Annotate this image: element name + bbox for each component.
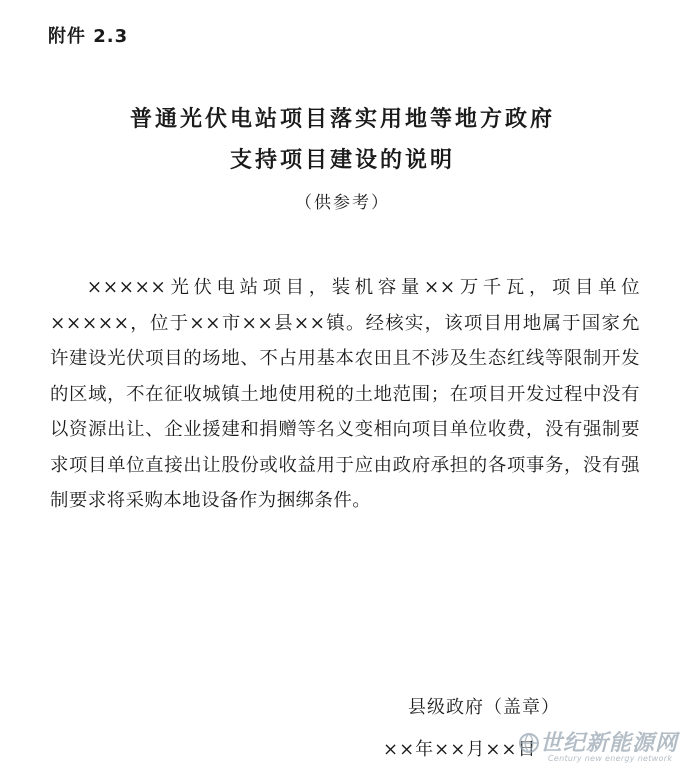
date-line: ××年××月××日 <box>383 739 537 760</box>
attachment-label: 附件 2.3 <box>48 26 129 47</box>
watermark <box>518 726 678 776</box>
body-paragraph: ×××××光伏电站项目，装机容量××万千瓦，项目单位×××××，位于××市××县××镇。经核实，该项目用地属于国家允许建设光伏项目的场地、不占用基本农田且不涉及生态红线等限制开发的区域，不在征收城镇土地使用税的土地范围；在项目开发过程中没有以资源出让、企业援建和捐赠等名义变相向项目单位收费，没有强制要求项目单位直接出让股份或收益用于应由政府承担的各项事务，没有强制要求将采购本地设备作为捆绑条件。 <box>50 277 640 511</box>
document-subtitle: （供参考） <box>295 193 390 213</box>
globe-logo-icon <box>518 732 540 754</box>
watermark-name-cn: 世纪新能源网 <box>540 731 679 756</box>
watermark-name-en: Century new energy network <box>548 754 673 763</box>
document-title-line-1: 普通光伏电站项目落实用地等地方政府 <box>129 107 555 132</box>
document-title-line-2: 支持项目建设的说明 <box>229 148 455 173</box>
signature-line: 县级政府（盖章） <box>408 697 560 718</box>
